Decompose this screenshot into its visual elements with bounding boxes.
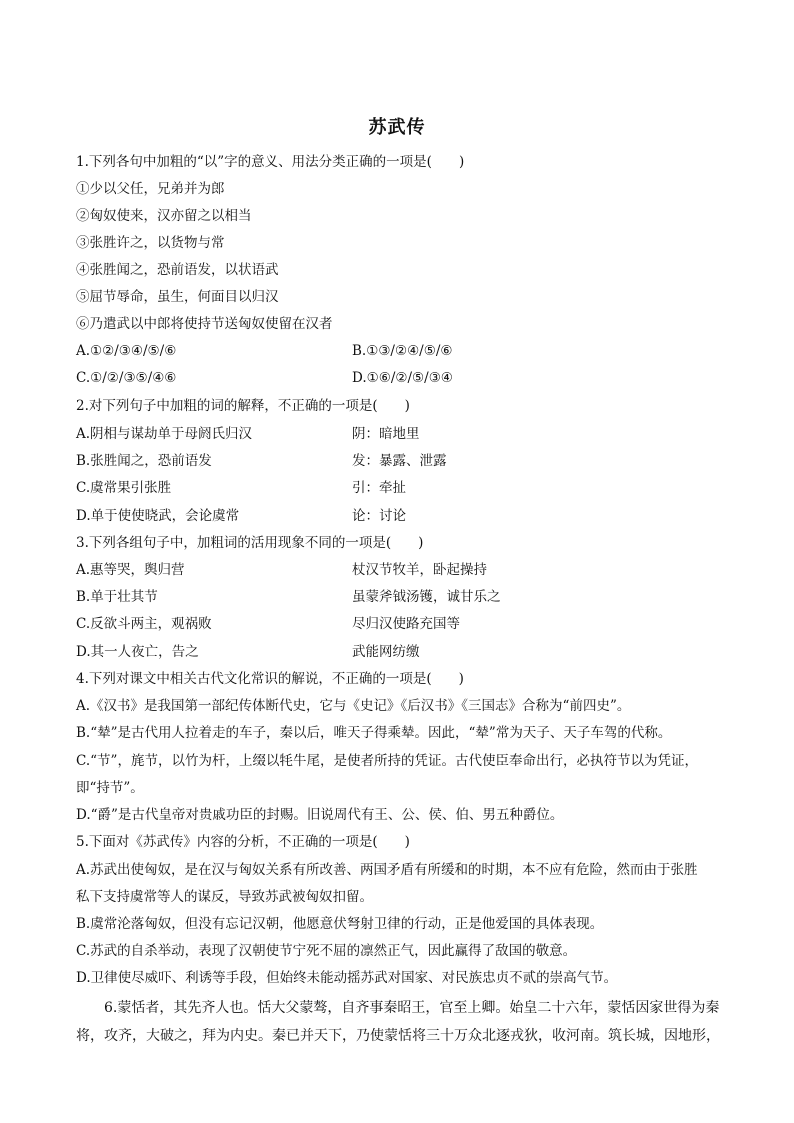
q3-option-d-pair: 武能网纺缴: [352, 644, 420, 660]
q1-item: ④张胜闻之，恐前语发，以状语武: [76, 262, 279, 278]
q5-option-a: A.苏武出使匈奴，是在汉与匈奴关系有所改善、两国矛盾有所缓和的时期，本不应有危险，然而由于张胜: [76, 862, 698, 878]
q3-option-d: D.其一人夜亡，告之: [76, 644, 199, 660]
q1-item: ③张胜许之，以货物与常: [76, 235, 225, 251]
q4-option-d: D.“爵”是古代皇帝对贵戚功臣的封赐。旧说周代有王、公、侯、伯、男五种爵位。: [76, 807, 564, 823]
q1-stem: 1.下列各句中加粗的“以”字的意义、用法分类正确的一项是( ): [76, 154, 465, 170]
q4-option-c-cont: 即“持节”。: [76, 780, 144, 796]
q3-option-b: B.单于壮其节: [76, 589, 158, 605]
q6-passage-line: 6.蒙恬者，其先齐人也。恬大父蒙骜，自齐事秦昭王，官至上卿。始皇二十六年，蒙恬因家世得为秦: [104, 1000, 720, 1016]
q5-option-d: D.卫律使尽威吓、利诱等手段，但始终未能动摇苏武对国家、对民族忠贞不贰的崇高气节。: [76, 970, 618, 986]
q3-option-b-pair: 虽蒙斧钺汤镬，诚甘乐之: [352, 589, 501, 605]
q1-option-c: C.①/②/③⑤/④⑥: [76, 370, 177, 386]
q1-option-b: B.①③/②④/⑤/⑥: [352, 343, 453, 359]
q3-option-c-pair: 尽归汉使路充国等: [352, 616, 460, 632]
q3-option-a: A.惠等哭，舆归营: [76, 562, 185, 578]
q1-item: ②匈奴使来，汉亦留之以相当: [76, 208, 252, 224]
q2-stem: 2.对下列句子中加粗的词的解释，不正确的一项是( ): [76, 398, 410, 414]
q3-option-c: C.反欲斗两主，观祸败: [76, 616, 212, 632]
q4-option-c: C.“节”，旄节，以竹为杆，上缀以牦牛尾，是使者所持的凭证。古代使臣奉命出行，必执符节以为凭证，: [76, 753, 698, 769]
q4-stem: 4.下列对课文中相关古代文化常识的解说，不正确的一项是( ): [76, 671, 464, 687]
q6-passage-line: 将，攻齐，大破之，拜为内史。秦已并天下，乃使蒙恬将三十万众北逐戎狄，收河南。筑长城，因地形，: [76, 1028, 720, 1044]
q5-option-a-cont: 私下支持虞常等人的谋反，导致苏武被匈奴扣留。: [76, 889, 373, 905]
q1-option-a: A.①②/③④/⑤/⑥: [76, 343, 177, 359]
q4-option-a: A.《汉书》是我国第一部纪传体断代史，它与《史记》《后汉书》《三国志》合称为“前四史”。: [76, 698, 631, 714]
q3-stem: 3.下列各组句子中，加粗词的活用现象不同的一项是( ): [76, 535, 424, 551]
q2-option-b: B.张胜闻之，恐前语发: [76, 453, 212, 469]
q2-option-d-gloss: 论：讨论: [352, 508, 406, 524]
q2-option-a-gloss: 阴：暗地里: [352, 426, 420, 442]
q2-option-c: C.虞常果引张胜: [76, 480, 172, 496]
q3-option-a-pair: 杖汉节牧羊，卧起操持: [352, 562, 487, 578]
q2-option-b-gloss: 发：暴露、泄露: [352, 453, 447, 469]
q5-stem: 5.下面对《苏武传》内容的分析，不正确的一项是( ): [76, 834, 410, 850]
q5-option-c: C.苏武的自杀举动，表现了汉朝使节宁死不屈的凛然正气，因此赢得了敌国的敬意。: [76, 943, 577, 959]
q1-item: ⑤屈节辱命，虽生，何面目以归汉: [76, 289, 279, 305]
q5-option-b: B.虞常沦落匈奴，但没有忘记汉朝，他愿意伏弩射卫律的行动，正是他爱国的具体表现。: [76, 916, 604, 932]
q2-option-d: D.单于使使晓武，会论虞常: [76, 508, 240, 524]
q4-option-b: B.“辇”是古代用人拉着走的车子，秦以后，唯天子得乘辇。因此，“辇”常为天子、天子车驾的代称。: [76, 725, 672, 741]
q1-item: ⑥乃遣武以中郎将使持节送匈奴使留在汉者: [76, 316, 333, 332]
q2-option-c-gloss: 引：牵扯: [352, 480, 406, 496]
q1-item: ①少以父任，兄弟并为郎: [76, 181, 225, 197]
q2-option-a: A.阴相与谋劫单于母阏氏归汉: [76, 426, 253, 442]
page-title: 苏武传: [368, 117, 426, 138]
q1-option-d: D.①⑥/②/⑤/③④: [352, 370, 453, 386]
